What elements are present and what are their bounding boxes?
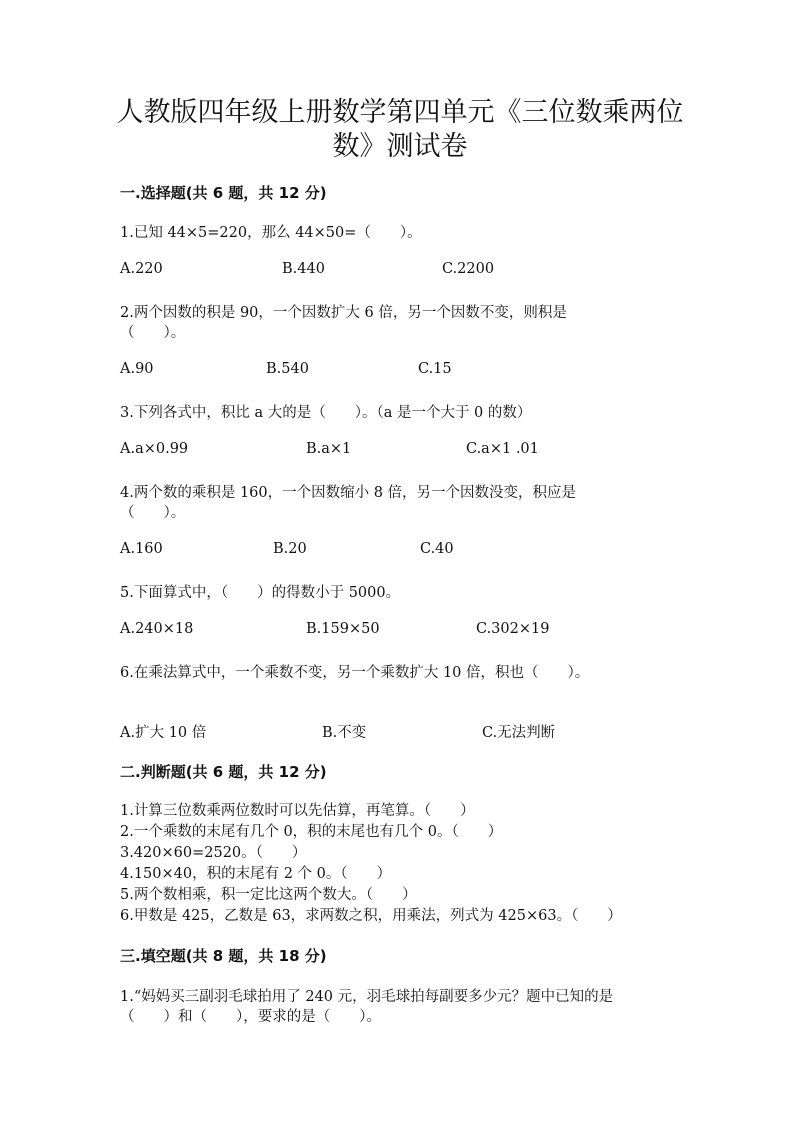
question-text: 4.两个数的乘积是 160，一个因数缩小 8 倍，另一个因数没变，积应是 [120, 485, 577, 501]
document-title-line-1: 人教版四年级上册数学第四单元《三位数乘两位 [116, 97, 684, 128]
section-heading-fill-in: 三.填空题(共 8 题，共 18 分) [120, 947, 327, 965]
option-c: C.302×19 [476, 621, 550, 637]
question-text: 3.下列各式中，积比 a 大的是（ ）。（a 是一个大于 0 的数） [120, 405, 532, 421]
section-heading-choice: 一.选择题(共 6 题，共 12 分) [120, 184, 327, 202]
option-b: B.不变 [322, 725, 367, 741]
option-c: C.40 [420, 541, 454, 557]
judgement-item: 2.一个乘数的末尾有几个 0，积的末尾也有几个 0。（ ） [120, 824, 503, 840]
judgement-item: 1.计算三位数乘两位数时可以先估算，再笔算。（ ） [120, 803, 475, 819]
question-text: 5.下面算式中，（ ）的得数小于 5000。 [120, 585, 401, 601]
option-a: A.240×18 [120, 621, 194, 637]
option-a: A.90 [120, 361, 154, 377]
option-a: A.220 [120, 261, 163, 277]
judgement-item: 5.两个数相乘，积一定比这两个数大。（ ） [120, 887, 417, 903]
section-heading-judgement: 二.判断题(共 6 题，共 12 分) [120, 763, 327, 781]
question-text: 2.两个因数的积是 90，一个因数扩大 6 倍，另一个因数不变，则积是 [120, 305, 567, 321]
judgement-item: 4.150×40，积的末尾有 2 个 0。（ ） [120, 866, 392, 882]
question-text: 6.在乘法算式中，一个乘数不变，另一个乘数扩大 10 倍，积也（ ）。 [120, 665, 590, 681]
document-title-line-2: 数》测试卷 [332, 131, 468, 162]
option-c: C.a×1 .01 [466, 441, 539, 457]
question-text: 1.已知 44×5=220，那么 44×50=（ ）。 [120, 225, 422, 241]
option-a: A.160 [120, 541, 163, 557]
option-b: B.440 [282, 261, 325, 277]
option-a: A.a×0.99 [120, 441, 189, 457]
option-b: B.540 [266, 361, 309, 377]
option-c: C.无法判断 [482, 725, 556, 741]
question-text: 1.“妈妈买三副羽毛球拍用了 240 元，羽毛球拍每副要多少元？题中已知的是 [120, 989, 614, 1005]
option-c: C.2200 [442, 261, 495, 277]
option-b: B.20 [273, 541, 307, 557]
question-text-continuation: （ ）和（ ），要求的是（ ）。 [120, 1009, 381, 1025]
option-c: C.15 [418, 361, 452, 377]
question-text-continuation: （ ）。 [120, 325, 186, 341]
judgement-item: 3.420×60=2520。（ ） [120, 845, 307, 861]
question-text-continuation: （ ）。 [120, 505, 186, 521]
judgement-item: 6.甲数是 425，乙数是 63，求两数之积，用乘法，列式为 425×63。（ ） [120, 908, 622, 924]
option-b: B.159×50 [306, 621, 380, 637]
option-a: A.扩大 10 倍 [120, 725, 207, 741]
option-b: B.a×1 [306, 441, 352, 457]
